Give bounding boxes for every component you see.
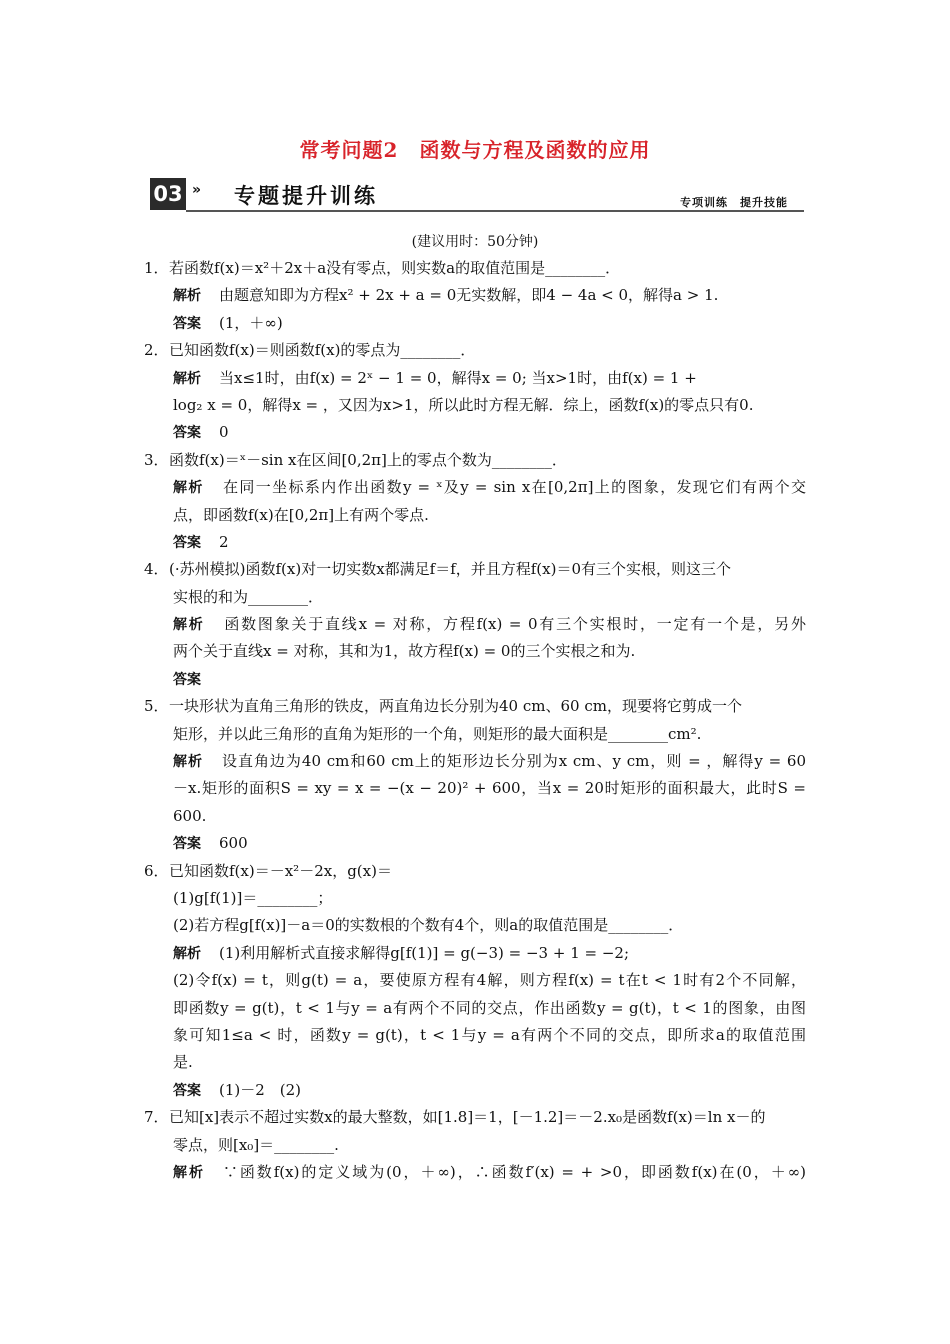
line-text: 当x≤1时，由f(x) = 2ˣ − 1 = 0，解得x = 0; 当x>1时，由f(x) = 1 + bbox=[219, 368, 697, 387]
exercise-content bbox=[144, 255, 806, 1186]
suggested-time: (建议用时：50分钟) bbox=[411, 234, 539, 250]
line-text: 零点，则[x₀]＝________. bbox=[173, 1135, 339, 1154]
line-text: 已知[x]表示不超过实数x的最大整数，如[1.8]＝1，[－1.2]＝－2.x₀是函数f(x)＝ln x－的 bbox=[169, 1108, 766, 1127]
analysis-label: 解析 bbox=[173, 480, 204, 497]
text-line bbox=[144, 1022, 806, 1049]
text-line bbox=[144, 912, 806, 939]
answer-line bbox=[144, 666, 806, 693]
analysis-line bbox=[144, 748, 806, 775]
line-text: (2)若方程g[f(x)]－a＝0的实数根的个数有4个，则a的取值范围是________． bbox=[173, 916, 684, 935]
text-line bbox=[144, 967, 806, 994]
line-text: 由题意知即为方程x² + 2x + a = 0无实数解，即4 − 4a < 0，解得a > 1. bbox=[219, 286, 719, 305]
text-line bbox=[144, 885, 806, 912]
analysis-label: 解析 bbox=[173, 1164, 205, 1181]
text-line bbox=[144, 775, 806, 802]
text-line bbox=[144, 1132, 806, 1159]
question-line bbox=[144, 556, 806, 583]
line-text: 象可知1≤a < 时，函数y = g(t)，t < 1与y = a有两个不同的交点，即所求a的取值范围 bbox=[173, 1025, 806, 1044]
answer-label: 答案 bbox=[173, 425, 201, 442]
answer-label: 答案 bbox=[173, 671, 201, 688]
banner-rule bbox=[186, 210, 804, 212]
question-line bbox=[144, 447, 806, 474]
text-line bbox=[144, 995, 806, 1022]
section-number-badge: 03 bbox=[150, 178, 186, 210]
line-text: 已知函数f(x)＝－x²－2x，g(x)＝ bbox=[169, 861, 392, 880]
line-text: 2 bbox=[219, 532, 229, 551]
line-text: (1，＋∞) bbox=[219, 313, 283, 332]
question-number: 3． bbox=[144, 450, 169, 469]
question-number: 4． bbox=[144, 560, 169, 579]
question-line bbox=[144, 337, 806, 364]
analysis-label: 解析 bbox=[173, 370, 201, 387]
answer-label: 答案 bbox=[173, 836, 201, 853]
answer-line bbox=[144, 830, 806, 857]
line-text: 0 bbox=[219, 423, 229, 442]
question-line bbox=[144, 693, 806, 720]
line-text: 两个关于直线x = 对称，其和为1，故方程f(x) = 0的三个实根之和为. bbox=[173, 642, 636, 661]
analysis-line bbox=[144, 940, 806, 967]
line-text: 函数图象关于直线x = 对称，方程f(x) = 0有三个实根时，一定有一个是，另外 bbox=[222, 615, 806, 634]
answer-label: 答案 bbox=[173, 315, 201, 332]
answer-line bbox=[144, 419, 806, 446]
analysis-label: 解析 bbox=[173, 288, 201, 305]
line-text: 在同一坐标系内作出函数y = ˣ及y = sin x在[0,2π]上的图象，发现它们有两个交 bbox=[221, 478, 806, 497]
line-text: log₂ x = 0，解得x = ，又因为x>1，所以此时方程无解．综上，函数f(x)的零点只有0. bbox=[173, 395, 754, 414]
line-text: (2)令f(x) = t，则g(t) = a，要使原方程有4解，则方程f(x) = t在t < 1时有2个不同解， bbox=[173, 971, 806, 990]
analysis-label: 解析 bbox=[173, 754, 203, 771]
analysis-line bbox=[144, 474, 806, 501]
question-number: 5． bbox=[144, 697, 169, 716]
analysis-line bbox=[144, 365, 806, 392]
section-name: 专题提升训练 bbox=[234, 184, 378, 208]
line-text: 若函数f(x)＝x²＋2x＋a没有零点，则实数a的取值范围是________． bbox=[169, 259, 621, 277]
text-line bbox=[144, 392, 806, 419]
analysis-line bbox=[144, 611, 806, 638]
line-text: (·苏州模拟)函数f(x)对一切实数x都满足f＝f，并且方程f(x)＝0有三个实根，则这三个 bbox=[169, 560, 732, 579]
answer-line bbox=[144, 310, 806, 337]
question-number: 6． bbox=[144, 861, 169, 880]
text-line bbox=[144, 1049, 806, 1076]
analysis-label: 解析 bbox=[173, 617, 205, 634]
line-text: 已知函数f(x)＝则函数f(x)的零点为________． bbox=[169, 341, 476, 360]
line-text: 是. bbox=[173, 1053, 193, 1072]
line-text: －x.矩形的面积S = xy = x = −(x − 20)² + 600，当x = 20时矩形的面积最大，此时S = bbox=[173, 779, 806, 798]
analysis-line bbox=[144, 282, 806, 309]
answer-label: 答案 bbox=[173, 534, 201, 551]
line-text: 点，即函数f(x)在[0,2π]上有两个零点. bbox=[173, 505, 429, 524]
text-line bbox=[144, 803, 806, 830]
line-text: 600. bbox=[173, 806, 207, 825]
line-text: 600 bbox=[219, 834, 248, 853]
question-line bbox=[144, 858, 806, 885]
text-line bbox=[144, 502, 806, 529]
line-text: ∵函数f(x)的定义域为(0，＋∞)，∴函数f′(x) = + >0，即函数f(x)在(0，＋∞) bbox=[222, 1162, 806, 1181]
text-line bbox=[144, 638, 806, 665]
text-line bbox=[144, 584, 806, 611]
page-title: 常考问题2 函数与方程及函数的应用 bbox=[299, 138, 651, 162]
answer-line bbox=[144, 529, 806, 556]
answer-label: 答案 bbox=[173, 1082, 201, 1099]
line-text: 设直角边为40 cm和60 cm上的矩形边长分别为x cm、y cm，则 = ，解得y = 60 bbox=[220, 752, 806, 771]
line-text: (1)利用解析式直接求解得g[f(1)] = g(−3) = −3 + 1 = −2; bbox=[219, 943, 630, 962]
chevron-icon: » bbox=[192, 182, 202, 198]
answer-line bbox=[144, 1077, 806, 1104]
section-tagline: 专项训练 提升技能 bbox=[680, 196, 788, 209]
analysis-label: 解析 bbox=[173, 945, 201, 962]
line-text: 函数f(x)＝ˣ－sin x在区间[0,2π]上的零点个数为________． bbox=[169, 450, 567, 469]
line-text: 即函数y = g(t)，t < 1与y = a有两个不同的交点，作出函数y = g(t)，t < 1的图象，由图 bbox=[173, 998, 806, 1017]
line-text: (1)－2 (2) bbox=[219, 1080, 302, 1099]
line-text: 矩形，并以此三角形的直角为矩形的一个角，则矩形的最大面积是________cm². bbox=[173, 724, 702, 743]
section-banner bbox=[146, 178, 804, 212]
line-text: 实根的和为________． bbox=[173, 587, 324, 606]
question-line bbox=[144, 1104, 806, 1131]
analysis-line bbox=[144, 1159, 806, 1186]
text-line bbox=[144, 721, 806, 748]
question-number: 2． bbox=[144, 341, 169, 360]
line-text: 一块形状为直角三角形的铁皮，两直角边长分别为40 cm、60 cm，现要将它剪成一个 bbox=[169, 697, 742, 716]
line-text: (1)g[f(1)]＝________； bbox=[173, 888, 333, 907]
question-number: 7． bbox=[144, 1108, 169, 1127]
question-number: 1． bbox=[144, 259, 169, 277]
question-line bbox=[144, 255, 806, 282]
